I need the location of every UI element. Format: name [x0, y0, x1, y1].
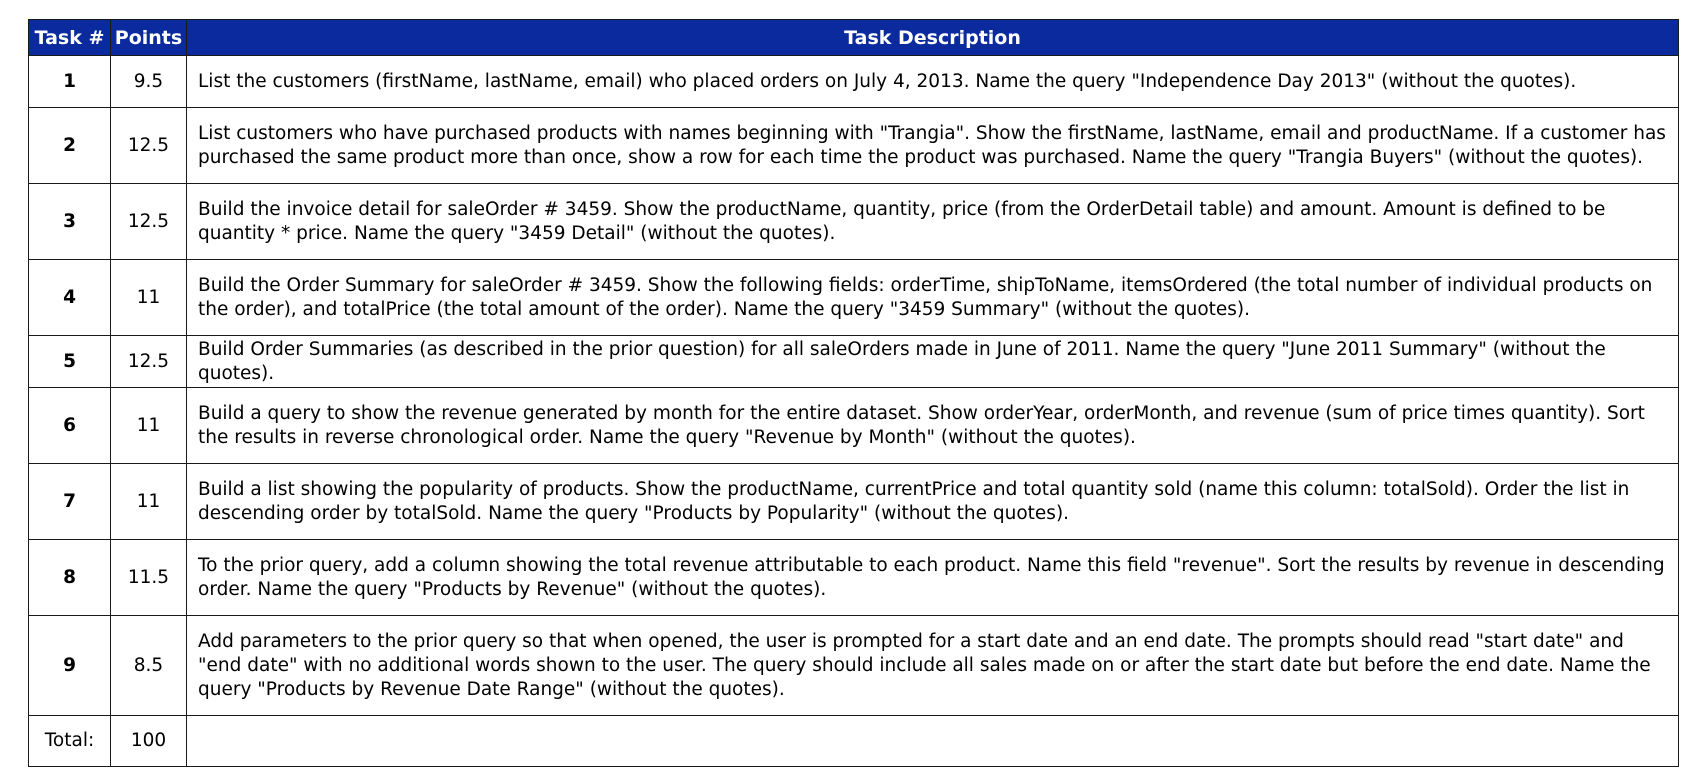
table-row — [29, 540, 1679, 616]
task-points: 11.5 — [111, 540, 187, 616]
total-label: Total: — [29, 716, 111, 767]
task-number: 3 — [29, 184, 111, 260]
task-points: 11 — [111, 388, 187, 464]
task-number: 1 — [29, 56, 111, 108]
task-points: 11 — [111, 464, 187, 540]
task-points: 12.5 — [111, 336, 187, 388]
task-number: 2 — [29, 108, 111, 184]
task-points: 11 — [111, 260, 187, 336]
task-description: List the customers (firstName, lastName, email) who placed orders on July 4, 2013. Name the query "Independence Day 2013" (without the quotes). — [187, 56, 1679, 108]
total-description — [187, 716, 1679, 767]
task-number: 4 — [29, 260, 111, 336]
header-points: Points — [111, 20, 187, 56]
task-points: 12.5 — [111, 108, 187, 184]
task-points: 8.5 — [111, 616, 187, 716]
table-row — [29, 616, 1679, 716]
task-description: Build a list showing the popularity of products. Show the productName, currentPrice and total quantity sold (name this column: totalSold). Order the list in descending order by totalSold. Name the query "Products by Popularity" (without the quotes). — [187, 464, 1679, 540]
task-description: Build the invoice detail for saleOrder # 3459. Show the productName, quantity, price (from the OrderDetail table) and amount. Amount is defined to be quantity * price. Name the query "3459 Detail" (without the quotes). — [187, 184, 1679, 260]
table-row — [29, 108, 1679, 184]
task-points: 12.5 — [111, 184, 187, 260]
task-number: 8 — [29, 540, 111, 616]
total-points: 100 — [111, 716, 187, 767]
header-task-num: Task # — [29, 20, 111, 56]
task-description: Add parameters to the prior query so that when opened, the user is prompted for a start date and an end date. The prompts should read "start date" and "end date" with no additional words shown to the user. The query should include all sales made on or after the start date but before the end date. Name the query "Products by Revenue Date Range" (without the quotes). — [187, 616, 1679, 716]
header-row — [29, 20, 1679, 56]
total-row — [29, 716, 1679, 767]
header-description: Task Description — [187, 20, 1679, 56]
table-row — [29, 184, 1679, 260]
task-description: Build Order Summaries (as described in the prior question) for all saleOrders made in June of 2011. Name the query "June 2011 Summary" (without the quotes). — [187, 336, 1679, 388]
table-row — [29, 336, 1679, 388]
task-description: List customers who have purchased products with names beginning with "Trangia". Show the firstName, lastName, email and productName. If a customer has purchased the same product more than once, show a row for each time the product was purchased. Name the query "Trangia Buyers" (without the quotes). — [187, 108, 1679, 184]
task-points: 9.5 — [111, 56, 187, 108]
table-row — [29, 56, 1679, 108]
table-row — [29, 464, 1679, 540]
task-description: To the prior query, add a column showing the total revenue attributable to each product. Name this field "revenue". Sort the results by revenue in descending order. Name the query "Products by Revenue" (without the quotes). — [187, 540, 1679, 616]
table-row — [29, 260, 1679, 336]
table-row — [29, 388, 1679, 464]
task-number: 6 — [29, 388, 111, 464]
task-number: 9 — [29, 616, 111, 716]
task-number: 7 — [29, 464, 111, 540]
task-description: Build a query to show the revenue generated by month for the entire dataset. Show orderYear, orderMonth, and revenue (sum of price times quantity). Sort the results in reverse chronological order. Name the query "Revenue by Month" (without the quotes). — [187, 388, 1679, 464]
task-table — [28, 19, 1679, 767]
task-description: Build the Order Summary for saleOrder # 3459. Show the following fields: orderTime, shipToName, itemsOrdered (the total number of individual products on the order), and totalPrice (the total amount of the order). Name the query "3459 Summary" (without the quotes). — [187, 260, 1679, 336]
task-number: 5 — [29, 336, 111, 388]
